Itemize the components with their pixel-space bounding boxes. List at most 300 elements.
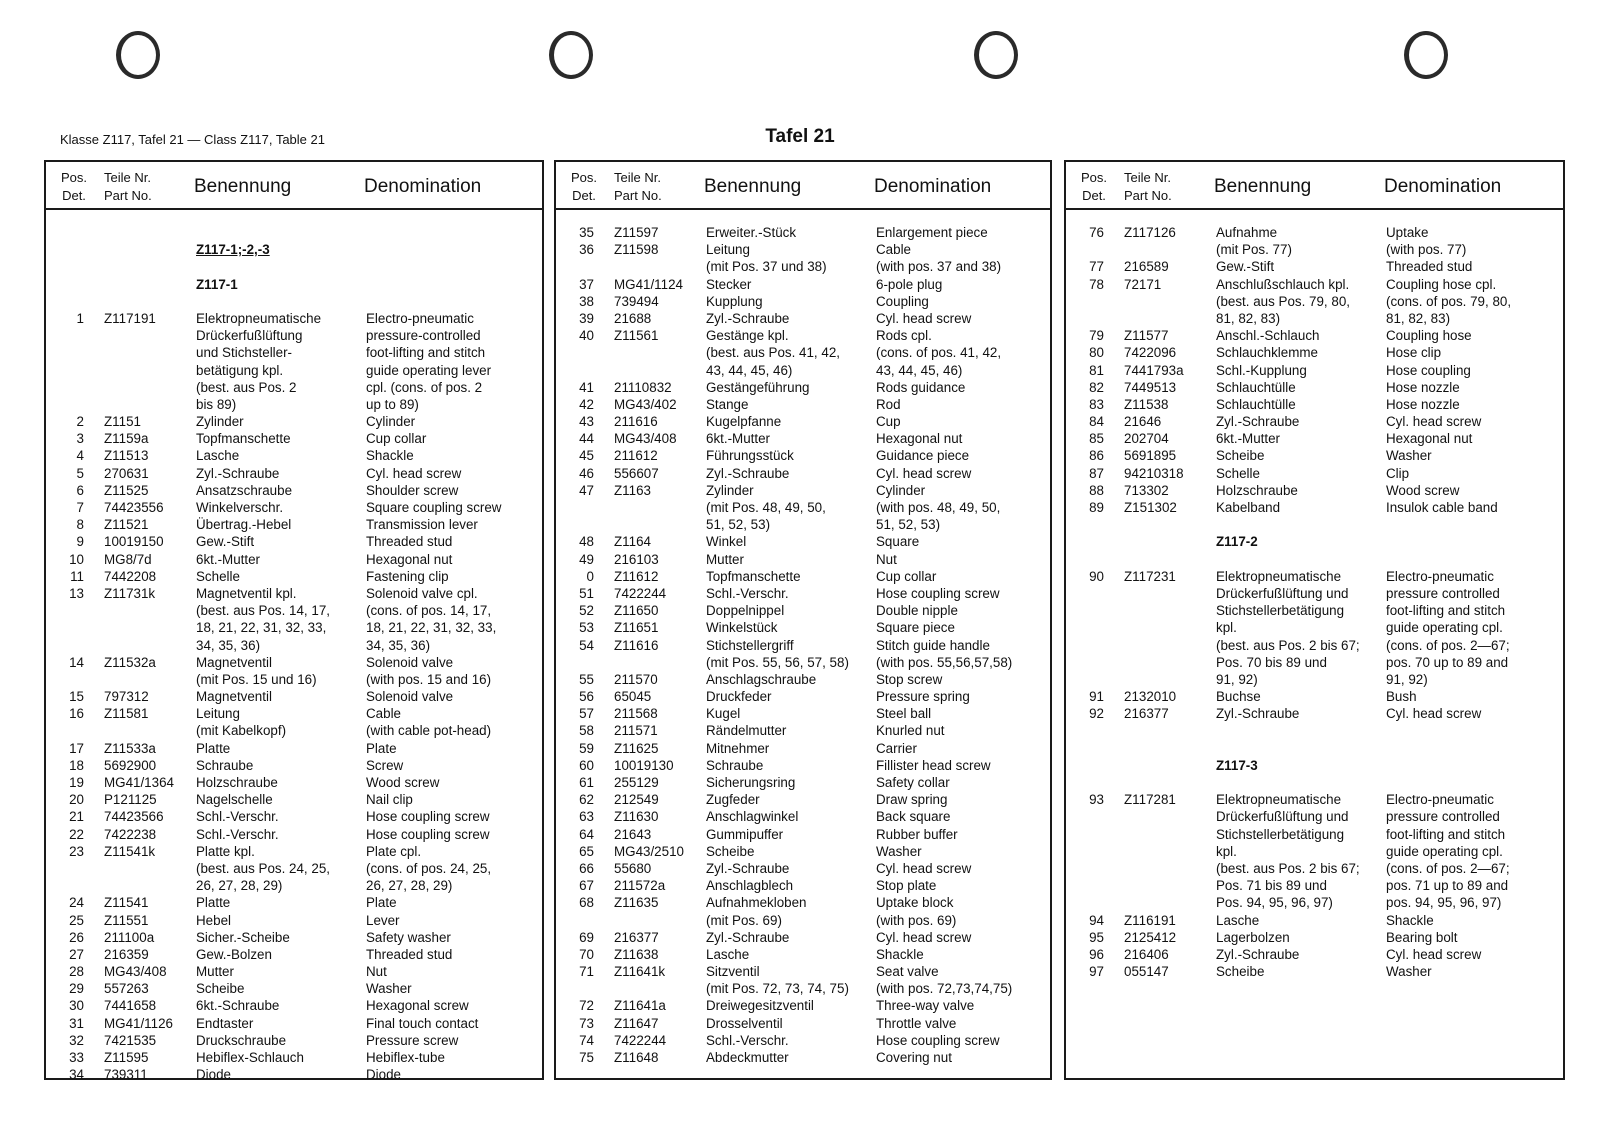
benennung-text: Schl.-Kupplung [1216, 362, 1307, 378]
benennung-text: (mit Pos. 48, 49, 50, [706, 500, 826, 515]
benennung-text: Scheibe [1216, 448, 1265, 464]
header-denomination: Denomination [1384, 176, 1502, 197]
table-row [46, 774, 542, 791]
denomination-text: pressure controlled [1386, 809, 1500, 825]
benennung-text: Leitung [196, 706, 240, 722]
table-row [1066, 826, 1563, 843]
header-denomination: Denomination [874, 176, 992, 197]
benennung-text: Zyl.-Schraube [706, 929, 790, 945]
benennung-text: Hebiflex-Schlauch [196, 1050, 304, 1065]
benennung-text: Aufnahmekloben [706, 895, 807, 911]
table-row [556, 843, 1050, 860]
pos-number: 2 [76, 414, 84, 430]
pos-number: 38 [579, 293, 594, 309]
part-number: 739494 [614, 293, 659, 309]
denomination-text: Shoulder screw [366, 482, 459, 498]
table-row [46, 808, 542, 825]
parts-column-1 [44, 160, 544, 1083]
benennung-text: Erweiter.-Stück [706, 225, 797, 240]
denomination-text: 51, 52, 53) [876, 517, 941, 533]
part-number: Z11595 [104, 1050, 149, 1065]
table-row [46, 860, 542, 877]
pos-number: 85 [1089, 431, 1104, 447]
benennung-text: (best. aus Pos. 2 [196, 379, 297, 395]
part-number: Z11641k [614, 964, 666, 980]
part-number: Z1159a [104, 431, 149, 447]
part-number: Z11598 [614, 242, 659, 258]
benennung-text: (best. aus Pos. 2 bis 67; [1216, 860, 1360, 876]
denomination-text: Cable [366, 706, 401, 722]
table-row [46, 740, 542, 757]
denomination-text: Cable [876, 242, 911, 258]
pos-number: 23 [69, 843, 84, 859]
denomination-text: (with pos. 72,73,74,75) [876, 981, 1013, 997]
benennung-text: Winkelverschr. [196, 500, 284, 515]
denomination-text: Shackle [876, 946, 924, 962]
denomination-text: Electro-pneumatic [1386, 568, 1494, 584]
table-row [46, 602, 542, 619]
denomination-text: Hexagonal screw [366, 998, 469, 1014]
denomination-text: Cyl. head screw [876, 465, 972, 481]
header-benennung: Benennung [704, 176, 802, 197]
part-number: 211616 [614, 414, 658, 430]
denomination-text: Washer [1386, 964, 1432, 980]
benennung-text: (mit Pos. 15 und 16) [196, 671, 317, 687]
pos-number: 22 [69, 826, 84, 842]
section-heading: Z117-1;-2,-3 [196, 242, 270, 258]
part-number: Z11533a [104, 740, 156, 756]
denomination-text: Bearing bolt [1386, 929, 1458, 945]
denomination-text: Final touch contact [366, 1015, 479, 1031]
part-number: Z11538 [1124, 396, 1169, 412]
part-number: Z11651 [614, 620, 659, 636]
pos-number: 63 [579, 809, 594, 825]
benennung-text: Platte [196, 740, 231, 756]
table-row [1066, 688, 1563, 705]
denomination-text: Diode [366, 1067, 401, 1083]
denomination-text: (cons. of pos. 2—67; [1386, 637, 1510, 653]
denomination-text: (cons. of pos. 2—67; [1386, 860, 1510, 876]
denomination-text: (with pos. 15 and 16) [366, 671, 492, 687]
benennung-text: 34, 35, 36) [196, 637, 261, 653]
table-row [46, 413, 542, 430]
part-number: MG41/1126 [104, 1015, 173, 1031]
denomination-text: foot-lifting and stitch [1386, 603, 1506, 619]
benennung-text: kpl. [1216, 843, 1237, 859]
page-title: Tafel 21 [765, 126, 835, 147]
benennung-text: Lasche [1216, 912, 1260, 928]
header-det: Det. [572, 188, 596, 203]
denomination-text: (cons. of pos. 24, 25, [366, 860, 492, 876]
benennung-text: Anschlagschraube [706, 671, 817, 687]
denomination-text: Shackle [366, 448, 414, 464]
part-number: Z11532a [104, 654, 156, 670]
parts-column-3 [1064, 160, 1565, 1080]
table-row [1066, 912, 1563, 929]
table-row [556, 327, 1050, 344]
benennung-text: 91, 92) [1216, 671, 1258, 687]
part-number: 713302 [1124, 482, 1169, 498]
pos-number: 14 [69, 654, 84, 670]
table-row [556, 688, 1050, 705]
benennung-text: 6kt.-Mutter [196, 551, 260, 567]
table-row [556, 396, 1050, 413]
part-number: Z11648 [614, 1050, 659, 1065]
table-row [1066, 241, 1563, 258]
table-row [46, 997, 542, 1014]
header-pos-det [56, 169, 92, 205]
benennung-text: Drückerfußlüftung und [1216, 809, 1349, 825]
header-benennung: Benennung [194, 176, 292, 197]
table-row [46, 1066, 542, 1083]
table-row [556, 912, 1050, 929]
part-number: Z1164 [614, 534, 651, 550]
denomination-text: Hose nozzle [1386, 379, 1460, 395]
denomination-text: Pressure screw [366, 1032, 459, 1048]
pos-number: 87 [1089, 465, 1104, 481]
pos-number: 97 [1089, 964, 1104, 980]
benennung-text: Schl.-Verschr. [196, 809, 279, 825]
denomination-text: Square piece [876, 620, 955, 636]
denomination-text: Enlargement piece [876, 225, 988, 240]
part-number: 055147 [1124, 964, 1169, 980]
denomination-text: Solenoid valve cpl. [366, 585, 478, 601]
benennung-text: Schelle [1216, 465, 1260, 481]
header-teile-nr: Teile Nr. [614, 170, 661, 185]
table-row [1066, 619, 1563, 636]
pos-number: 24 [69, 895, 84, 911]
denomination-text: Coupling hose cpl. [1386, 276, 1497, 292]
section-heading: Z117-2 [1216, 534, 1258, 550]
denomination-text: pos. 94, 95, 96, 97) [1386, 895, 1502, 911]
benennung-text: Schlauchtülle [1216, 379, 1296, 395]
punch-hole-2 [549, 31, 593, 79]
denomination-text: Hose coupling [1386, 362, 1471, 378]
pos-number: 20 [69, 792, 84, 808]
denomination-text: 6-pole plug [876, 276, 943, 292]
pos-number: 67 [579, 878, 594, 894]
table-row [46, 637, 542, 654]
denomination-text: Double nipple [876, 603, 958, 619]
benennung-text: Zylinder [706, 482, 754, 498]
table-row [1066, 654, 1563, 671]
part-number: 7442208 [104, 568, 157, 584]
denomination-text: pressure-controlled [366, 328, 481, 344]
section-heading: Z117-1 [196, 276, 238, 292]
table-row [1066, 671, 1563, 688]
denomination-text: Knurled nut [876, 723, 945, 739]
benennung-text: Schlauchklemme [1216, 345, 1318, 361]
pos-number: 56 [579, 689, 594, 705]
part-number: 216377 [614, 929, 659, 945]
benennung-text: Gew.-Bolzen [196, 946, 272, 962]
part-number: 7422096 [1124, 345, 1177, 361]
benennung-text: Schraube [196, 757, 254, 773]
table-row [46, 327, 542, 344]
benennung-text: Elektropneumatische [1216, 568, 1342, 584]
header-det: Det. [62, 188, 86, 203]
pos-number: 25 [69, 912, 84, 928]
table-row [1066, 310, 1563, 327]
denomination-text: Threaded stud [366, 946, 453, 962]
table-row [46, 894, 542, 911]
table-row [556, 860, 1050, 877]
benennung-text: Gestänge kpl. [706, 328, 789, 344]
benennung-text: Hebel [196, 912, 231, 928]
table-row [556, 980, 1050, 997]
pos-number: 55 [579, 671, 594, 687]
denomination-text: Shackle [1386, 912, 1434, 928]
benennung-text: Lagerbolzen [1216, 929, 1290, 945]
spacer-row [46, 293, 542, 310]
table-row [1066, 877, 1563, 894]
denomination-text: Three-way valve [876, 998, 975, 1014]
benennung-text: Magnetventil kpl. [196, 585, 297, 601]
table-row [556, 946, 1050, 963]
part-number: 211570 [614, 671, 658, 687]
denomination-text: Hose clip [1386, 345, 1442, 361]
table-row [1066, 860, 1563, 877]
table-row [1066, 894, 1563, 911]
denomination-text: Cylinder [876, 482, 926, 498]
table-row [46, 499, 542, 516]
denomination-text: Rods cpl. [876, 328, 932, 344]
table-row [1066, 946, 1563, 963]
denomination-text: (with pos. 48, 49, 50, [876, 500, 1001, 515]
denomination-text: Fastening clip [366, 568, 449, 584]
pos-number: 44 [579, 431, 594, 447]
denomination-text: Hexagonal nut [876, 431, 963, 447]
benennung-text: Magnetventil [196, 654, 272, 670]
section-heading-row [46, 241, 542, 258]
spacer-row [46, 258, 542, 275]
part-number: 21646 [1124, 414, 1162, 430]
benennung-text: Sitzventil [706, 964, 760, 980]
pos-number: 82 [1089, 379, 1104, 395]
part-number: 72171 [1124, 276, 1162, 292]
table-row [556, 808, 1050, 825]
part-number: 74423566 [104, 809, 164, 825]
header-pos: Pos. [1080, 170, 1107, 185]
pos-number: 57 [579, 706, 594, 722]
table-row [556, 362, 1050, 379]
part-number: 10019130 [614, 757, 674, 773]
benennung-text: Druckschraube [196, 1032, 287, 1048]
spacer-row [1066, 516, 1563, 533]
denomination-text: pos. 71 up to 89 and [1386, 878, 1509, 894]
part-number: MG43/408 [104, 964, 167, 980]
pos-number: 5 [76, 465, 84, 481]
header-teile-nr: Teile Nr. [1124, 170, 1171, 185]
table-row [46, 757, 542, 774]
benennung-text: Sicherungsring [706, 775, 796, 790]
benennung-text: Platte [196, 895, 231, 911]
denomination-text: Rod [876, 396, 901, 412]
benennung-text: Stichstellerbetätigung [1216, 603, 1345, 619]
table-row [46, 791, 542, 808]
benennung-text: Anschlagwinkel [706, 809, 799, 825]
table-row [1066, 963, 1563, 980]
part-number: 255129 [614, 775, 659, 790]
table-row [1066, 396, 1563, 413]
table-row [556, 740, 1050, 757]
table-row [46, 980, 542, 997]
benennung-text: Schelle [196, 568, 240, 584]
part-number: MG8/7d [104, 551, 152, 567]
pos-number: 16 [69, 706, 84, 722]
benennung-text: (mit Pos. 55, 56, 57, 58) [706, 654, 849, 670]
benennung-text: Gummipuffer [706, 826, 784, 842]
table-row [46, 1032, 542, 1049]
benennung-text: 26, 27, 28, 29) [196, 878, 283, 894]
benennung-text: Holzschraube [1216, 482, 1298, 498]
table-row [556, 482, 1050, 499]
pos-number: 69 [579, 929, 594, 945]
denomination-text: Cyl. head screw [876, 860, 972, 876]
table-row [556, 258, 1050, 275]
table-row [1066, 499, 1563, 516]
part-number: Z11525 [104, 482, 149, 498]
pos-number: 78 [1089, 276, 1104, 292]
table-row [46, 568, 542, 585]
table-row [1066, 843, 1563, 860]
table-row [556, 465, 1050, 482]
benennung-text: Pos. 70 bis 89 und [1216, 654, 1327, 670]
denomination-text: Safety collar [876, 775, 950, 790]
pos-number: 30 [69, 998, 84, 1014]
table-row [1066, 362, 1563, 379]
denomination-text: Hose nozzle [1386, 396, 1460, 412]
benennung-text: Winkelstück [706, 620, 778, 636]
part-number: 556607 [614, 465, 659, 481]
denomination-text: Cyl. head screw [876, 310, 972, 326]
benennung-text: Ansatzschraube [196, 482, 293, 498]
part-number: 270631 [104, 465, 149, 481]
table-row [46, 362, 542, 379]
benennung-text: 18, 21, 22, 31, 32, 33, [196, 620, 327, 636]
benennung-text: Dreiwegesitzventil [706, 998, 814, 1014]
benennung-text: Rändelmutter [706, 723, 787, 739]
denomination-text: Steel ball [876, 706, 932, 722]
table-row [556, 637, 1050, 654]
table-row [1066, 379, 1563, 396]
part-number: 211100a [104, 929, 155, 945]
denomination-text: foot-lifting and stitch [366, 345, 486, 361]
benennung-text: Zylinder [196, 414, 244, 430]
table-row [556, 379, 1050, 396]
denomination-text: Safety washer [366, 929, 451, 945]
table-row [46, 482, 542, 499]
table-row [1066, 276, 1563, 293]
column-header [46, 162, 542, 210]
header-pos-det [1076, 169, 1112, 205]
spacer-row [1066, 740, 1563, 757]
denomination-text: Wood screw [366, 775, 440, 790]
benennung-text: Kabelband [1216, 500, 1281, 515]
table-row [556, 516, 1050, 533]
pos-number: 40 [579, 328, 594, 344]
table-row [556, 894, 1050, 911]
denomination-text: Hexagonal nut [1386, 431, 1473, 447]
pos-number: 8 [76, 517, 84, 533]
part-number: 7422238 [104, 826, 157, 842]
benennung-text: Leitung [706, 242, 750, 258]
part-number: Z11641a [614, 998, 666, 1014]
part-number: 216377 [1124, 706, 1169, 722]
header-part-no-label: Part No. [1124, 188, 1172, 203]
pos-number: 13 [69, 585, 84, 601]
part-number: 216359 [104, 946, 149, 962]
benennung-text: Kupplung [706, 293, 763, 309]
pos-number: 9 [76, 534, 84, 550]
benennung-text: Endtaster [196, 1015, 254, 1031]
part-number: Z11638 [614, 946, 659, 962]
pos-number: 36 [579, 242, 594, 258]
part-number: 5692900 [104, 757, 157, 773]
denomination-text: Coupling hose [1386, 328, 1472, 344]
part-number: 7422244 [614, 1032, 667, 1048]
pos-number: 88 [1089, 482, 1104, 498]
part-number: Z11541k [104, 843, 156, 859]
table-row [46, 619, 542, 636]
part-number: 21643 [614, 826, 652, 842]
denomination-text: (with pos. 77) [1386, 242, 1467, 258]
denomination-text: Fillister head screw [876, 757, 991, 773]
part-number: Z11731k [104, 585, 156, 601]
column-header [1066, 162, 1563, 210]
table-row [556, 568, 1050, 585]
part-number: Z11561 [614, 328, 659, 344]
pos-number: 96 [1089, 946, 1104, 962]
denomination-text: Solenoid valve [366, 689, 454, 705]
pos-number: 93 [1089, 792, 1104, 808]
table-row [556, 413, 1050, 430]
denomination-text: pos. 70 up to 89 and [1386, 654, 1509, 670]
part-number: 211612 [614, 448, 658, 464]
denomination-text: Electro-pneumatic [366, 310, 474, 326]
table-row [1066, 293, 1563, 310]
pos-number: 1 [76, 310, 84, 326]
part-number: 211568 [614, 706, 658, 722]
header-pos: Pos. [570, 170, 597, 185]
table-row [1066, 705, 1563, 722]
benennung-text: 6kt.-Mutter [706, 431, 770, 447]
benennung-text: Gestängeführung [706, 379, 810, 395]
table-row [1066, 637, 1563, 654]
benennung-text: Anschlagblech [706, 878, 794, 894]
table-row [46, 447, 542, 464]
denomination-text: Electro-pneumatic [1386, 792, 1494, 808]
pos-number: 48 [579, 534, 594, 550]
table-row [556, 276, 1050, 293]
part-number: 5691895 [1124, 448, 1177, 464]
benennung-text: Pos. 94, 95, 96, 97) [1216, 895, 1333, 911]
part-number: 7422244 [614, 585, 667, 601]
benennung-text: Übertrag.-Hebel [196, 517, 292, 533]
part-number: Z117281 [1124, 792, 1176, 808]
pos-number: 72 [579, 998, 594, 1014]
header-part-no [614, 169, 662, 205]
benennung-text: (mit Pos. 37 und 38) [706, 259, 827, 275]
benennung-text: Scheibe [706, 843, 755, 859]
pos-number: 45 [579, 448, 594, 464]
header-pos-det [566, 169, 602, 205]
part-number: 202704 [1124, 431, 1169, 447]
table-row [1066, 447, 1563, 464]
part-number: 21110832 [614, 379, 672, 395]
table-row [46, 465, 542, 482]
table-row [556, 430, 1050, 447]
